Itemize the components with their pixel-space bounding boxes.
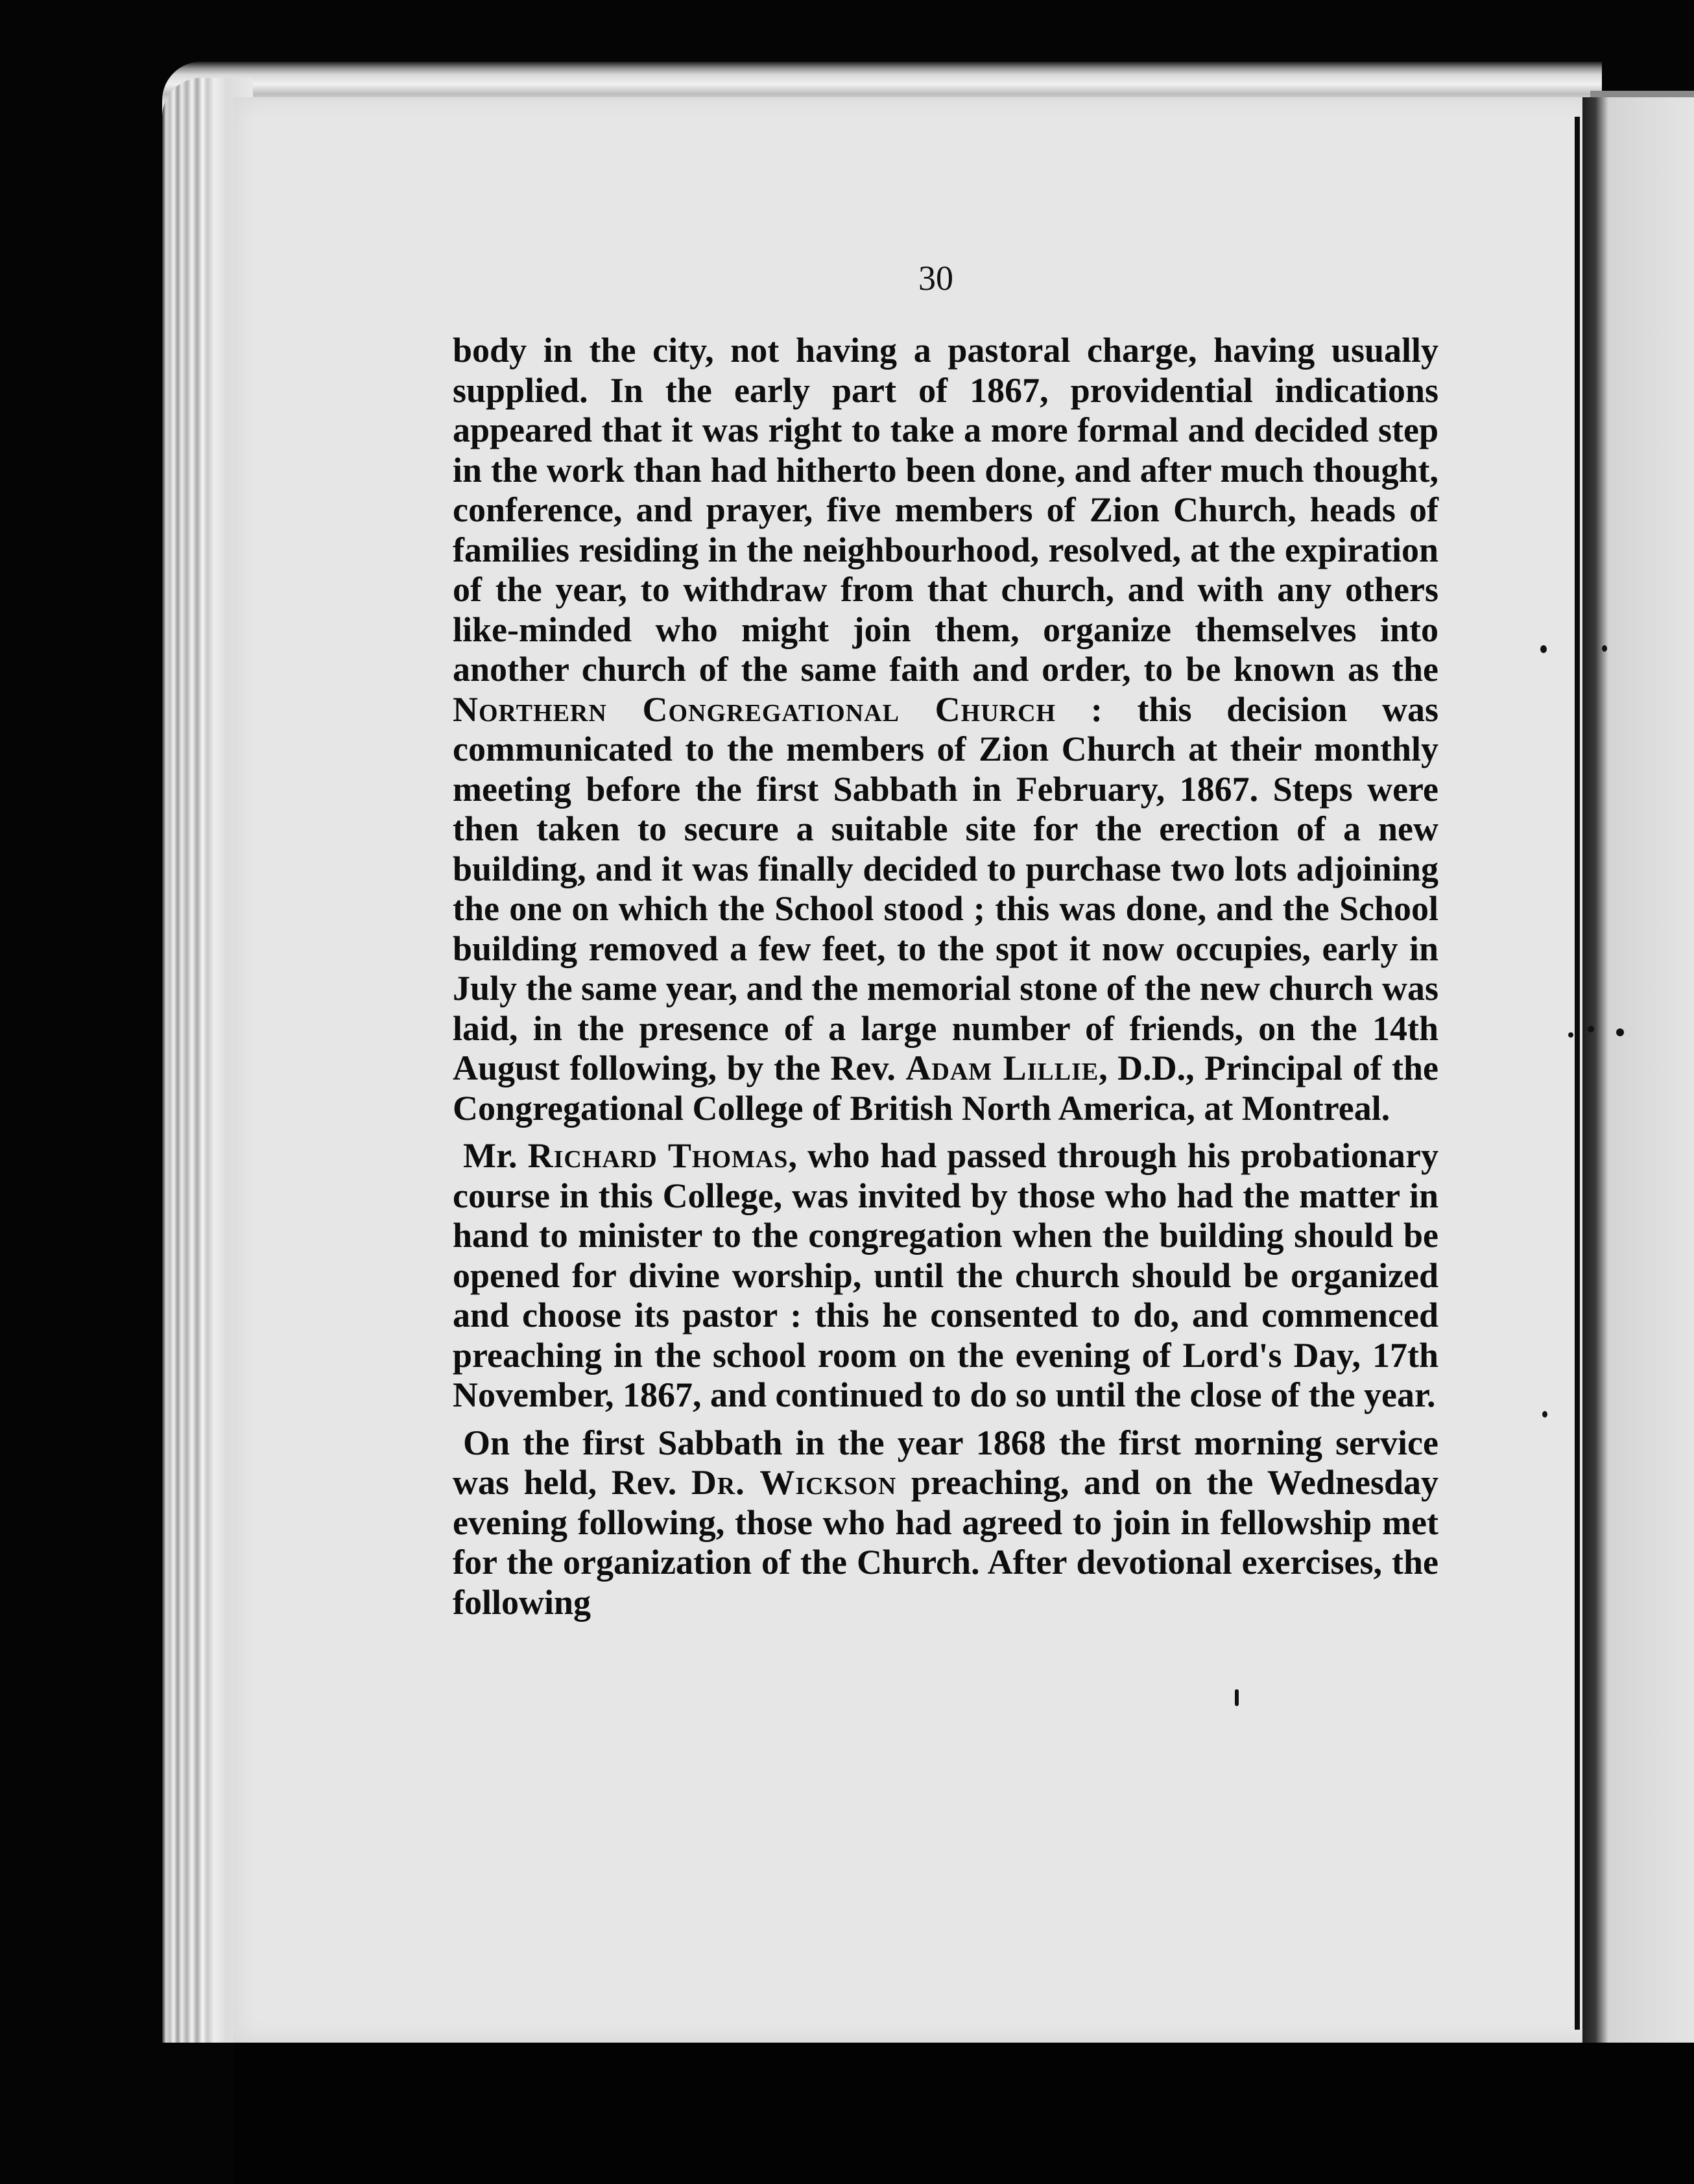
small-caps-name: Dr. Wickson <box>691 1463 897 1502</box>
text-segment: On the first Sabbath in the year 1868 the first morning service was held, Rev. <box>453 1423 1438 1502</box>
paragraph <box>453 331 1438 1128</box>
paragraph <box>453 1423 1438 1623</box>
small-caps-name: Richard Thomas <box>527 1136 789 1175</box>
text-segment: preaching, and on the Wednesday evening following, those who had agreed to join in fellowship met for the organization of the Church. After devotional exercises, the following <box>453 1463 1438 1622</box>
text-segment: Mr. <box>463 1136 528 1175</box>
facing-page-sliver <box>1582 97 1694 2082</box>
text-segment: : this decision was communicated to the members of Zion Church at their monthly meeting before the first Sabbath in February, 1867. Steps were then taken to secure a suitable site for the erection of a new building, and it was finally decided to purchase two lots adjoining the one on which the School stood ; this was done, and the School building removed a few feet, to the spot it now occupies, early in July the same year, and the memorial stone of the new church was laid, in the presence of a large number of friends, on the 14th August following, by the Rev. <box>453 689 1438 1087</box>
small-caps-name: Adam Lillie <box>905 1049 1099 1087</box>
paragraph <box>453 1136 1438 1416</box>
body-text <box>453 331 1438 1630</box>
gutter-line <box>1575 117 1580 2030</box>
page-number: 30 <box>918 259 953 298</box>
text-segment: body in the city, not having a pastoral charge, having usually supplied. In the early part of 1867, providential indications appeared that it was right to take a more formal and decided step in the work than had hitherto been done, and after much thought, conference, and prayer, five members of Zion Church, heads of families residing in the neighbourhood, resolved, at the expiration of the year, to withdraw from that church, and with any others like-minded who might join them, organize themselves into another church of the same faith and order, to be known as the <box>453 331 1438 689</box>
bottom-shadow <box>233 2043 1694 2184</box>
text-segment: , D.D., Principal of the Congregational College of British North America, at Montreal. <box>453 1049 1438 1128</box>
small-caps-name: Northern Congregational Church <box>453 689 1056 729</box>
text-segment: , who had passed through his probationary course in this College, was invited by those who had the matter in hand to minister to the congregation when the building should be opened for divine worship, until the church should be organized and choose its pastor : this he consented to do, and commenced preaching in the school room on the evening of Lord's Day, 17th November, 1867, and continued to do so until the close of the year. <box>453 1136 1438 1414</box>
